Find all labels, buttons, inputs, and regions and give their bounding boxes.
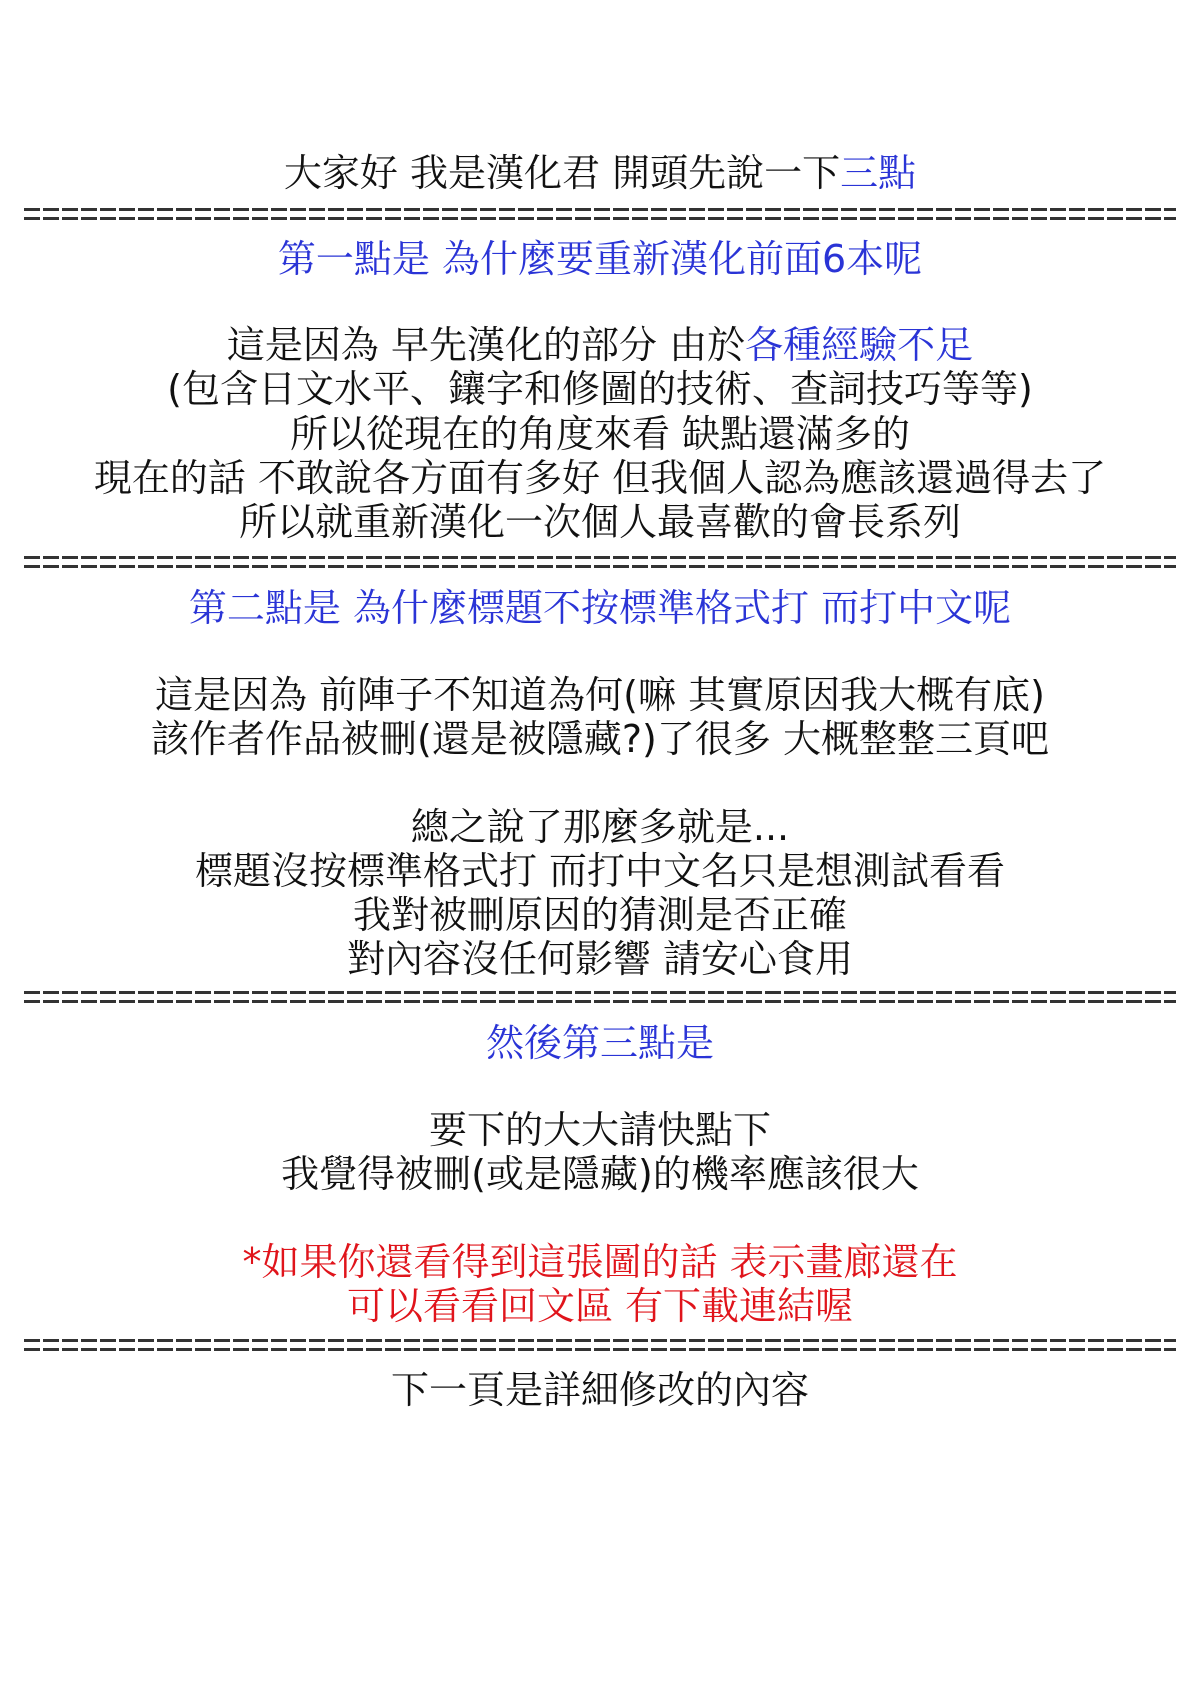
section2-heading: 第二點是 為什麼標題不按標準格式打 而打中文呢 [188, 586, 1012, 630]
section3-line2: 我覺得被刪(或是隱藏)的機率應該很大 [281, 1152, 919, 1196]
intro-highlight: 三點 [840, 151, 917, 195]
section1-heading: 第一點是 為什麼要重新漢化前面6本呢 [277, 237, 923, 281]
section3-note-line1-text: 如果你還看得到這張圖的話 表示畫廊還在 [261, 1240, 958, 1284]
section2-line6: 對內容沒任何影響 請安心食用 [346, 937, 854, 981]
section1-line4: 現在的話 不敢說各方面有多好 但我個人認為應該還過得去了 [93, 456, 1107, 500]
section2-line1: 這是因為 前陣子不知道為何(嘛 其實原因我大概有底) [155, 673, 1045, 717]
section1-line1 [0, 322, 1200, 368]
section1-line1-highlight: 各種經驗不足 [745, 323, 974, 367]
asterisk-mark: * [242, 1240, 262, 1284]
intro-line [0, 150, 1200, 196]
footer-text: 下一頁是詳細修改的內容 [390, 1368, 809, 1412]
divider-4 [24, 1336, 1176, 1354]
section3-line1: 要下的大大請快點下 [428, 1108, 771, 1152]
section3-heading: 然後第三點是 [485, 1021, 714, 1065]
section1-line5: 所以就重新漢化一次個人最喜歡的會長系列 [238, 500, 961, 544]
section1-line3: 所以從現在的角度來看 缺點還滿多的 [289, 412, 911, 456]
divider-1 [24, 205, 1176, 223]
section2-line2: 該作者作品被刪(還是被隱藏?)了很多 大概整整三頁吧 [151, 717, 1049, 761]
section3-note-line2: 可以看看回文區 有下載連結喔 [346, 1284, 854, 1328]
intro-text: 大家好 我是漢化君 開頭先說一下 [283, 151, 841, 195]
section1-line1-text: 這是因為 早先漢化的部分 由於 [226, 323, 746, 367]
divider-3 [24, 988, 1176, 1006]
divider-2 [24, 553, 1176, 571]
section3-note-line1 [0, 1239, 1200, 1285]
section1-line2: (包含日文水平、鑲字和修圖的技術、查詞技巧等等) [167, 367, 1033, 411]
section2-line5: 我對被刪原因的猜測是否正確 [352, 893, 847, 937]
section2-line4: 標題沒按標準格式打 而打中文名只是想測試看看 [194, 849, 1006, 893]
section2-line3: 總之說了那麼多就是... [410, 805, 790, 849]
